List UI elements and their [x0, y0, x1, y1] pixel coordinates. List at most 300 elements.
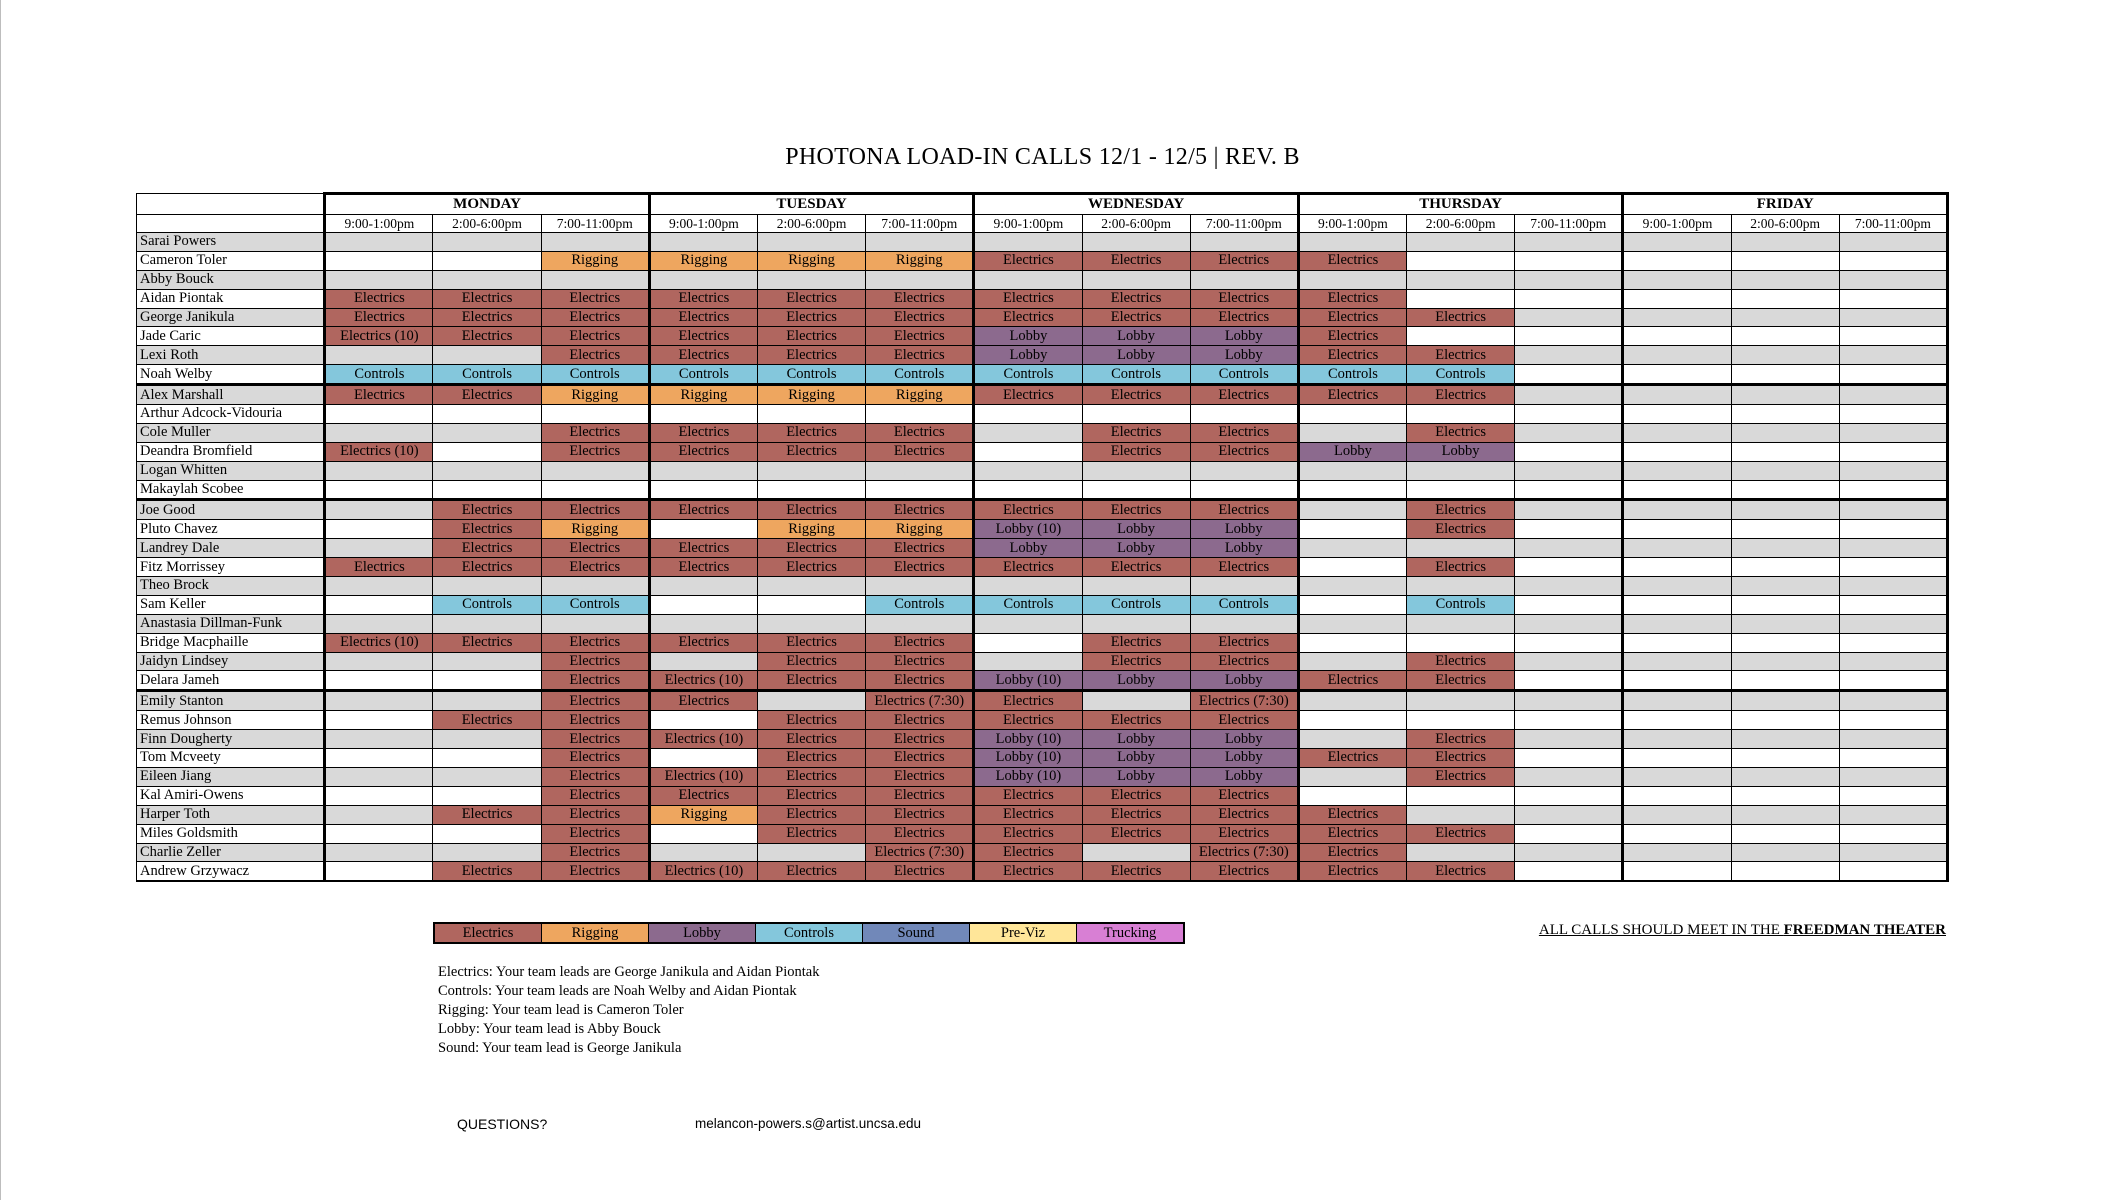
- call-cell: Electrics: [649, 442, 757, 461]
- call-cell: Electrics: [866, 862, 974, 881]
- call-cell: [757, 614, 865, 633]
- call-cell: Electrics: [541, 346, 649, 365]
- call-cell: [433, 843, 541, 862]
- team-lead-note: Controls: Your team leads are Noah Welby and Aidan Piontak: [438, 983, 797, 999]
- call-cell: Electrics: [1298, 671, 1406, 691]
- call-cell: Electrics: [1407, 671, 1515, 691]
- call-cell: [1515, 461, 1623, 480]
- call-cell: [1298, 558, 1406, 577]
- call-cell: Electrics (10): [649, 767, 757, 786]
- call-cell: Electrics: [1190, 500, 1298, 520]
- call-cell: [541, 577, 649, 596]
- call-cell: [1731, 520, 1839, 539]
- call-cell: Electrics: [1082, 442, 1190, 461]
- call-cell: Electrics (10): [649, 730, 757, 749]
- call-cell: [649, 843, 757, 862]
- call-cell: Electrics: [866, 730, 974, 749]
- call-cell: [1839, 595, 1947, 614]
- call-cell: [1623, 730, 1731, 749]
- call-cell: [1731, 614, 1839, 633]
- call-cell: [1190, 270, 1298, 289]
- call-cell: [1082, 233, 1190, 252]
- day-header: FRIDAY: [1623, 194, 1948, 215]
- call-cell: [541, 405, 649, 424]
- call-cell: [325, 539, 433, 558]
- call-cell: Electrics: [1190, 423, 1298, 442]
- legend-item: Lobby: [649, 923, 756, 943]
- call-cell: [433, 652, 541, 671]
- call-cell: [1839, 346, 1947, 365]
- call-cell: Lobby (10): [974, 671, 1082, 691]
- call-cell: Electrics: [1298, 308, 1406, 327]
- call-cell: Lobby: [1190, 767, 1298, 786]
- call-cell: [866, 270, 974, 289]
- call-cell: [1839, 539, 1947, 558]
- call-cell: Electrics: [433, 308, 541, 327]
- call-cell: [1515, 480, 1623, 500]
- call-cell: [1082, 577, 1190, 596]
- call-cell: Rigging: [757, 251, 865, 270]
- crew-name: Delara Jameh: [137, 671, 325, 691]
- call-cell: [1623, 500, 1731, 520]
- call-cell: [1839, 824, 1947, 843]
- crew-name: Kal Amiri-Owens: [137, 786, 325, 805]
- call-cell: Lobby: [1082, 749, 1190, 768]
- call-cell: [325, 405, 433, 424]
- call-cell: [1082, 461, 1190, 480]
- call-cell: [1839, 308, 1947, 327]
- call-cell: [1298, 577, 1406, 596]
- call-cell: [1623, 346, 1731, 365]
- call-cell: Electrics: [1190, 442, 1298, 461]
- call-cell: [649, 577, 757, 596]
- call-cell: [1298, 539, 1406, 558]
- crew-row: [137, 480, 1948, 500]
- call-cell: [1623, 652, 1731, 671]
- call-cell: Electrics: [1407, 824, 1515, 843]
- call-cell: [1515, 786, 1623, 805]
- call-cell: [1515, 843, 1623, 862]
- legend-item: Pre-Viz: [970, 923, 1077, 943]
- call-cell: Electrics (10): [325, 633, 433, 652]
- call-cell: Electrics: [1082, 385, 1190, 405]
- call-cell: [433, 405, 541, 424]
- crew-name: Charlie Zeller: [137, 843, 325, 862]
- call-cell: Electrics: [757, 423, 865, 442]
- day-header: WEDNESDAY: [974, 194, 1299, 215]
- meeting-location: FREEDMAN THEATER: [1783, 922, 1946, 938]
- call-cell: Electrics: [649, 633, 757, 652]
- call-cell: Electrics: [757, 862, 865, 881]
- call-cell: [325, 824, 433, 843]
- call-cell: [866, 480, 974, 500]
- call-cell: [1731, 671, 1839, 691]
- call-cell: Electrics: [866, 442, 974, 461]
- call-cell: [1407, 843, 1515, 862]
- call-cell: Electrics: [325, 289, 433, 308]
- call-cell: [1515, 251, 1623, 270]
- call-cell: [433, 442, 541, 461]
- call-cell: [974, 405, 1082, 424]
- call-cell: Electrics: [866, 558, 974, 577]
- call-cell: Electrics: [541, 824, 649, 843]
- call-cell: [974, 480, 1082, 500]
- meeting-location-note: [1539, 922, 1946, 939]
- call-cell: [866, 614, 974, 633]
- call-cell: [1839, 843, 1947, 862]
- call-cell: Rigging: [866, 385, 974, 405]
- call-cell: [1839, 327, 1947, 346]
- call-cell: [1623, 786, 1731, 805]
- call-cell: Electrics: [866, 327, 974, 346]
- crew-row: [137, 539, 1948, 558]
- call-cell: Electrics: [1407, 520, 1515, 539]
- call-cell: [1623, 327, 1731, 346]
- call-cell: Controls: [866, 595, 974, 614]
- call-cell: Electrics: [1407, 558, 1515, 577]
- call-cell: [433, 577, 541, 596]
- call-cell: Electrics: [974, 711, 1082, 730]
- call-cell: Electrics: [649, 691, 757, 711]
- crew-name: Jade Caric: [137, 327, 325, 346]
- call-cell: [649, 652, 757, 671]
- call-cell: [1082, 614, 1190, 633]
- call-cell: [1407, 289, 1515, 308]
- call-cell: Electrics: [974, 691, 1082, 711]
- call-cell: Lobby (10): [974, 520, 1082, 539]
- call-cell: Electrics: [1082, 308, 1190, 327]
- call-cell: Electrics: [1190, 805, 1298, 824]
- call-cell: [1190, 233, 1298, 252]
- page-title: PHOTONA LOAD-IN CALLS 12/1 - 12/5 | REV. B: [785, 144, 1300, 170]
- crew-name: Sam Keller: [137, 595, 325, 614]
- crew-name: Bridge Macphaille: [137, 633, 325, 652]
- crew-row: [137, 824, 1948, 843]
- call-cell: [866, 461, 974, 480]
- time-slot-header: 9:00-1:00pm: [325, 215, 433, 233]
- call-cell: Electrics: [1190, 786, 1298, 805]
- call-cell: Electrics: [541, 308, 649, 327]
- crew-row: [137, 308, 1948, 327]
- call-cell: Controls: [974, 365, 1082, 385]
- call-cell: Electrics: [541, 558, 649, 577]
- call-cell: [1623, 767, 1731, 786]
- call-cell: Electrics: [1407, 308, 1515, 327]
- call-cell: [1082, 691, 1190, 711]
- call-cell: Electrics: [433, 539, 541, 558]
- call-cell: [1407, 711, 1515, 730]
- call-cell: Controls: [649, 365, 757, 385]
- call-cell: [974, 423, 1082, 442]
- call-cell: [1731, 805, 1839, 824]
- call-cell: [433, 423, 541, 442]
- call-cell: [757, 691, 865, 711]
- call-cell: [1623, 270, 1731, 289]
- call-cell: Lobby: [1190, 539, 1298, 558]
- call-cell: Lobby: [1190, 327, 1298, 346]
- call-cell: [757, 480, 865, 500]
- call-cell: Electrics: [1190, 824, 1298, 843]
- call-cell: [1190, 480, 1298, 500]
- call-cell: Electrics (7:30): [1190, 843, 1298, 862]
- header-blank: [137, 194, 325, 215]
- day-header: THURSDAY: [1298, 194, 1623, 215]
- time-slot-header: 2:00-6:00pm: [1407, 215, 1515, 233]
- call-cell: Lobby: [1190, 346, 1298, 365]
- call-cell: Electrics: [1082, 652, 1190, 671]
- crew-name: Arthur Adcock-Vidouria: [137, 405, 325, 424]
- crew-name: Fitz Morrissey: [137, 558, 325, 577]
- call-cell: Electrics: [1082, 786, 1190, 805]
- call-cell: Electrics: [757, 767, 865, 786]
- call-cell: Electrics: [866, 786, 974, 805]
- day-header: TUESDAY: [649, 194, 974, 215]
- call-cell: [1298, 500, 1406, 520]
- call-cell: [1515, 691, 1623, 711]
- call-cell: Electrics: [974, 862, 1082, 881]
- call-cell: [1515, 423, 1623, 442]
- call-cell: [1623, 862, 1731, 881]
- call-cell: [1407, 405, 1515, 424]
- call-cell: [974, 233, 1082, 252]
- call-cell: [974, 614, 1082, 633]
- call-cell: [649, 711, 757, 730]
- call-cell: Electrics: [1407, 385, 1515, 405]
- call-cell: [1407, 786, 1515, 805]
- legend-item: Sound: [863, 923, 970, 943]
- call-cell: Lobby: [974, 327, 1082, 346]
- call-cell: [1623, 480, 1731, 500]
- call-cell: Rigging: [866, 251, 974, 270]
- call-cell: [1731, 691, 1839, 711]
- call-cell: Electrics: [433, 289, 541, 308]
- call-cell: Electrics: [757, 346, 865, 365]
- call-cell: Electrics: [1298, 327, 1406, 346]
- time-slot-header: 2:00-6:00pm: [433, 215, 541, 233]
- crew-name: Finn Dougherty: [137, 730, 325, 749]
- call-cell: [325, 786, 433, 805]
- time-slot-header: 9:00-1:00pm: [1298, 215, 1406, 233]
- call-cell: [1623, 423, 1731, 442]
- crew-name: Landrey Dale: [137, 539, 325, 558]
- call-cell: [541, 461, 649, 480]
- call-cell: [1731, 824, 1839, 843]
- call-cell: Electrics: [433, 520, 541, 539]
- call-cell: [325, 346, 433, 365]
- call-cell: Lobby: [1190, 520, 1298, 539]
- call-cell: [1839, 767, 1947, 786]
- crew-name: Joe Good: [137, 500, 325, 520]
- call-cell: Electrics (7:30): [866, 843, 974, 862]
- page-edge: [0, 0, 1, 1200]
- call-cell: [1731, 711, 1839, 730]
- call-cell: [1839, 270, 1947, 289]
- call-cell: Electrics: [649, 327, 757, 346]
- call-cell: [325, 843, 433, 862]
- crew-name: Sarai Powers: [137, 233, 325, 252]
- call-cell: Electrics: [757, 805, 865, 824]
- call-cell: [325, 614, 433, 633]
- call-cell: [1407, 614, 1515, 633]
- call-cell: Controls: [1190, 365, 1298, 385]
- call-cell: Electrics: [1407, 346, 1515, 365]
- call-cell: Electrics: [541, 671, 649, 691]
- call-cell: [1731, 652, 1839, 671]
- call-cell: [1623, 289, 1731, 308]
- questions-label: QUESTIONS?: [457, 1116, 548, 1132]
- call-cell: Electrics: [541, 327, 649, 346]
- call-cell: [1515, 558, 1623, 577]
- call-cell: [325, 461, 433, 480]
- call-cell: [1839, 711, 1947, 730]
- crew-name: Eileen Jiang: [137, 767, 325, 786]
- call-cell: [541, 614, 649, 633]
- call-cell: Lobby: [1082, 539, 1190, 558]
- call-cell: Rigging: [649, 805, 757, 824]
- call-cell: Electrics (10): [325, 327, 433, 346]
- call-cell: [1623, 251, 1731, 270]
- call-cell: Electrics: [1407, 423, 1515, 442]
- call-cell: [325, 767, 433, 786]
- call-cell: [1623, 577, 1731, 596]
- call-cell: Electrics: [757, 289, 865, 308]
- crew-row: [137, 595, 1948, 614]
- call-cell: [1731, 423, 1839, 442]
- crew-row: [137, 633, 1948, 652]
- call-cell: [1407, 233, 1515, 252]
- call-cell: Electrics: [541, 652, 649, 671]
- call-cell: [1839, 289, 1947, 308]
- call-cell: [1407, 691, 1515, 711]
- legend-item: Electrics: [434, 923, 542, 943]
- call-cell: Electrics: [1190, 558, 1298, 577]
- call-cell: [1515, 442, 1623, 461]
- call-cell: [325, 749, 433, 768]
- call-cell: [1839, 558, 1947, 577]
- call-cell: Electrics: [541, 442, 649, 461]
- call-cell: [1839, 520, 1947, 539]
- call-cell: [1731, 500, 1839, 520]
- call-cell: Lobby: [1082, 327, 1190, 346]
- call-cell: [1623, 539, 1731, 558]
- call-cell: [649, 749, 757, 768]
- call-cell: Electrics: [541, 767, 649, 786]
- call-cell: [649, 461, 757, 480]
- call-cell: Controls: [1082, 595, 1190, 614]
- call-cell: Electrics (7:30): [866, 691, 974, 711]
- call-cell: [1623, 843, 1731, 862]
- call-cell: [1731, 730, 1839, 749]
- crew-row: [137, 730, 1948, 749]
- call-cell: Lobby (10): [974, 749, 1082, 768]
- contact-email[interactable]: melancon-powers.s@artist.uncsa.edu: [695, 1116, 922, 1131]
- call-cell: Electrics: [757, 308, 865, 327]
- call-cell: Electrics: [866, 539, 974, 558]
- call-cell: Electrics: [757, 652, 865, 671]
- call-cell: [1839, 671, 1947, 691]
- call-cell: Electrics: [1298, 346, 1406, 365]
- call-cell: Electrics: [866, 805, 974, 824]
- call-cell: [1190, 614, 1298, 633]
- call-cell: Electrics: [866, 633, 974, 652]
- call-cell: [1731, 365, 1839, 385]
- crew-row: [137, 442, 1948, 461]
- call-cell: Electrics (7:30): [1190, 691, 1298, 711]
- call-cell: Lobby: [1082, 730, 1190, 749]
- crew-name: Anastasia Dillman-Funk: [137, 614, 325, 633]
- call-cell: [1298, 614, 1406, 633]
- call-cell: Rigging: [866, 520, 974, 539]
- call-cell: Electrics: [433, 805, 541, 824]
- call-cell: [1839, 805, 1947, 824]
- call-cell: [541, 233, 649, 252]
- call-cell: Rigging: [757, 385, 865, 405]
- call-cell: Electrics: [866, 500, 974, 520]
- crew-row: [137, 577, 1948, 596]
- call-cell: Electrics: [866, 749, 974, 768]
- call-cell: Electrics: [433, 385, 541, 405]
- call-cell: Electrics: [1298, 749, 1406, 768]
- call-cell: [1623, 595, 1731, 614]
- crew-row: [137, 461, 1948, 480]
- crew-row: [137, 500, 1948, 520]
- crew-name: Logan Whitten: [137, 461, 325, 480]
- call-cell: [1731, 786, 1839, 805]
- call-cell: [1298, 786, 1406, 805]
- call-cell: [1407, 480, 1515, 500]
- call-cell: Electrics: [866, 346, 974, 365]
- call-cell: [1623, 633, 1731, 652]
- call-cell: [1515, 308, 1623, 327]
- call-cell: Electrics: [649, 289, 757, 308]
- call-cell: [1515, 805, 1623, 824]
- call-cell: Electrics: [757, 558, 865, 577]
- crew-row: [137, 558, 1948, 577]
- call-cell: [974, 270, 1082, 289]
- call-cell: [1731, 461, 1839, 480]
- time-slot-header: 9:00-1:00pm: [649, 215, 757, 233]
- crew-name: Emily Stanton: [137, 691, 325, 711]
- call-cell: [1839, 749, 1947, 768]
- call-cell: [1731, 327, 1839, 346]
- call-cell: [1298, 711, 1406, 730]
- call-cell: [1515, 289, 1623, 308]
- call-cell: [649, 270, 757, 289]
- call-cell: Electrics: [541, 539, 649, 558]
- call-cell: Electrics: [866, 767, 974, 786]
- call-cell: Electrics: [433, 633, 541, 652]
- call-cell: Electrics: [433, 558, 541, 577]
- call-cell: Rigging: [541, 520, 649, 539]
- call-cell: Electrics: [1190, 308, 1298, 327]
- call-cell: [325, 251, 433, 270]
- meeting-note-prefix: ALL CALLS SHOULD MEET IN THE: [1538, 922, 1784, 938]
- call-cell: [1731, 558, 1839, 577]
- crew-row: [137, 711, 1948, 730]
- crew-row: [137, 520, 1948, 539]
- crew-name: Theo Brock: [137, 577, 325, 596]
- call-cell: Electrics: [757, 711, 865, 730]
- call-cell: Electrics: [1298, 251, 1406, 270]
- call-cell: [1839, 577, 1947, 596]
- crew-row: [137, 614, 1948, 633]
- call-cell: Electrics: [541, 749, 649, 768]
- crew-row: [137, 671, 1948, 691]
- call-cell: Electrics: [757, 327, 865, 346]
- call-cell: [325, 595, 433, 614]
- time-slot-header: 7:00-11:00pm: [1839, 215, 1947, 233]
- call-cell: [433, 480, 541, 500]
